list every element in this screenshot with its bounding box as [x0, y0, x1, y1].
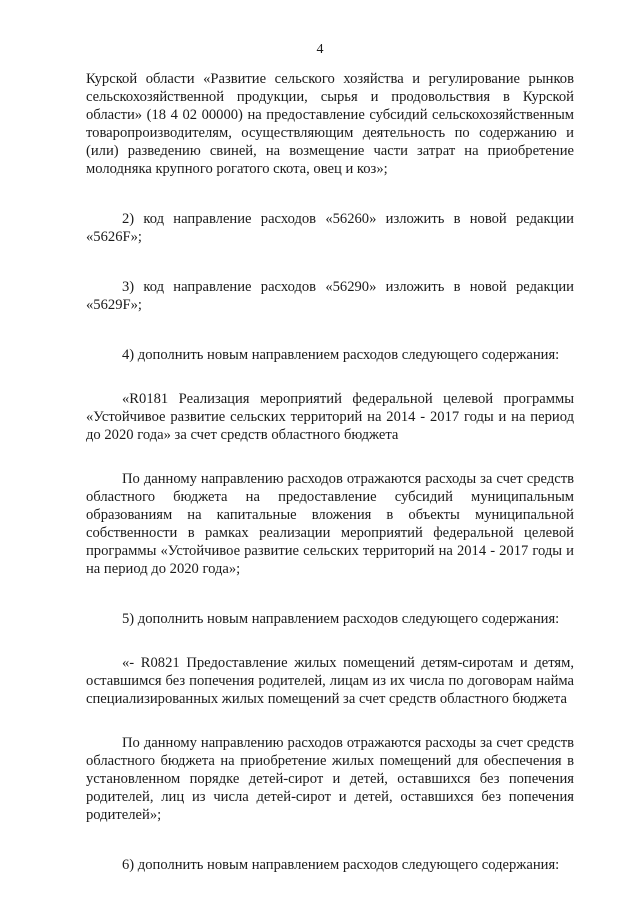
- paragraph-r0181-description: По данному направлению расходов отражаются расходы за счет средств областного бюджета на предоставление субсидий муниципальным образованиям на капитальные вложения в объекты муниципальной собственности в рамках реализации мероприятий федеральной целевой программы «Устойчивое развитие сельских территорий на 2014 - 2017 годы и на период до 2020 года»;: [86, 471, 574, 577]
- paragraph-r0821-title: «- R0821 Предоставление жилых помещений детям-сиротам и детям, оставшимся без попечения родителей, лицам из их числа по договорам найма специализированных жилых помещений за счет средств областного бюджета: [86, 655, 574, 707]
- page-number: 4: [316, 42, 324, 57]
- paragraph-item-5: 5) дополнить новым направлением расходов следующего содержания:: [122, 611, 560, 627]
- paragraph-item-2: 2) код направление расходов «56260» изложить в новой редакции «5626F»;: [86, 211, 574, 245]
- paragraph-r0821-description: По данному направлению расходов отражаются расходы за счет средств областного бюджета на приобретение жилых помещений для обеспечения в установленном порядке детей-сирот и детей, оставшихся без попечения родителей, лиц из числа детей-сирот и детей, оставшихся без попечения родителей»;: [86, 735, 574, 823]
- paragraph-r0181-title: «R0181 Реализация мероприятий федеральной целевой программы «Устойчивое развитие сельских территорий на 2014 - 2017 годы и на период до 2020 года» за счет средств областного бюджета: [86, 391, 574, 443]
- document-body: [86, 70, 574, 874]
- paragraph-item-3: 3) код направление расходов «56290» изложить в новой редакции «5629F»;: [86, 279, 574, 313]
- paragraph-item-4: 4) дополнить новым направлением расходов следующего содержания:: [122, 347, 560, 363]
- paragraph-program-continuation: Курской области «Развитие сельского хозяйства и регулирование рынков сельскохозяйственной продукции, сырья и продовольствия в Курской области» (18 4 02 00000) на предоставление субсидий сельскохозяйственным товаропроизводителям, осуществляющим деятельность по содержанию и (или) разведению свиней, на возмещение части затрат на приобретение молодняка крупного рогатого скота, овец и коз»;: [86, 71, 574, 177]
- paragraph-item-6: 6) дополнить новым направлением расходов следующего содержания:: [122, 857, 560, 873]
